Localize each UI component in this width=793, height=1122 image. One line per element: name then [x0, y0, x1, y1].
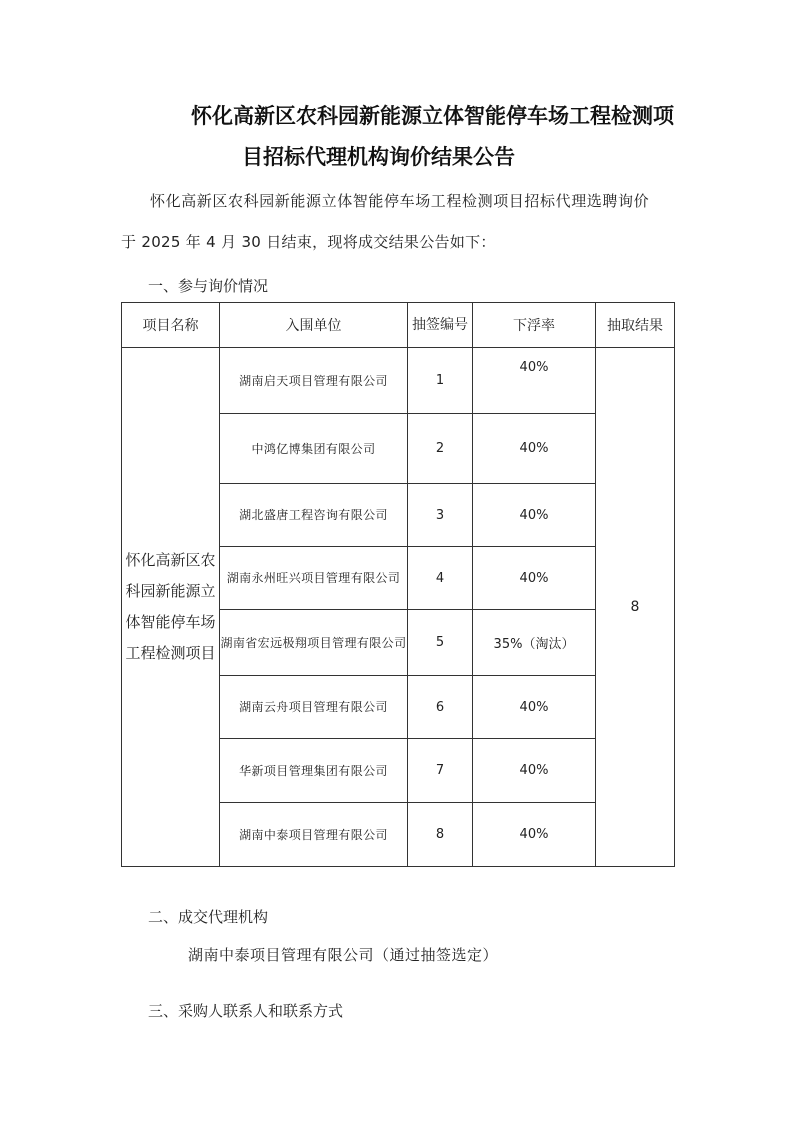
intro-line-1: 怀化高新区农科园新能源立体智能停车场工程检测项目招标代理选聘询价	[150, 192, 650, 210]
unit-cell: 中鸿亿博集团有限公司	[220, 414, 408, 484]
winning-agency-text: 湖南中泰项目管理有限公司（通过抽签选定）	[188, 946, 499, 964]
draw-number-cell: 1	[408, 348, 473, 414]
rate-cell: 40%	[473, 739, 596, 803]
unit-cell: 湖南省宏远极翔项目管理有限公司	[220, 610, 408, 676]
doc-title-line-2: 目招标代理机构询价结果公告	[242, 144, 515, 169]
unit-cell: 湖南永州旺兴项目管理有限公司	[220, 547, 408, 610]
unit-cell: 湖南云舟项目管理有限公司	[220, 676, 408, 739]
table-row	[122, 348, 675, 414]
header-draw-result: 抽取结果	[596, 303, 675, 348]
draw-number-cell: 2	[408, 414, 473, 484]
header-discount-rate: 下浮率	[473, 303, 596, 348]
unit-cell: 湖南中泰项目管理有限公司	[220, 803, 408, 867]
rate-cell: 40%	[473, 547, 596, 610]
rate-cell: 40%	[473, 484, 596, 547]
project-name-cell: 怀化高新区农科园新能源立体智能停车场工程检测项目	[122, 348, 220, 867]
draw-number-cell: 8	[408, 803, 473, 867]
draw-number-cell: 6	[408, 676, 473, 739]
intro-line-2: 于 2025 年 4 月 30 日结束，现将成交结果公告如下：	[121, 233, 496, 251]
rate-cell: 40%	[473, 676, 596, 739]
unit-cell: 华新项目管理集团有限公司	[220, 739, 408, 803]
draw-number-cell: 7	[408, 739, 473, 803]
section-1-heading: 一、参与询价情况	[148, 277, 269, 295]
doc-title-line-1: 怀化高新区农科园新能源立体智能停车场工程检测项	[191, 103, 674, 128]
header-project-name: 项目名称	[122, 303, 220, 348]
header-unit: 入围单位	[220, 303, 408, 348]
unit-cell: 湖北盛唐工程咨询有限公司	[220, 484, 408, 547]
section-2-heading: 二、成交代理机构	[148, 908, 269, 926]
rate-cell: 35%（淘汰）	[473, 610, 596, 676]
draw-number-cell: 5	[408, 610, 473, 676]
unit-cell: 湖南启天项目管理有限公司	[220, 348, 408, 414]
rate-cell: 40%	[473, 348, 596, 414]
rate-cell: 40%	[473, 414, 596, 484]
draw-number-cell: 3	[408, 484, 473, 547]
inquiry-table	[121, 302, 675, 867]
header-draw-number: 抽签编号	[408, 303, 473, 348]
section-3-heading: 三、采购人联系人和联系方式	[148, 1002, 344, 1020]
draw-number-cell: 4	[408, 547, 473, 610]
rate-cell: 40%	[473, 803, 596, 867]
draw-result-cell: 8	[596, 348, 675, 867]
table-header-row	[122, 303, 675, 348]
